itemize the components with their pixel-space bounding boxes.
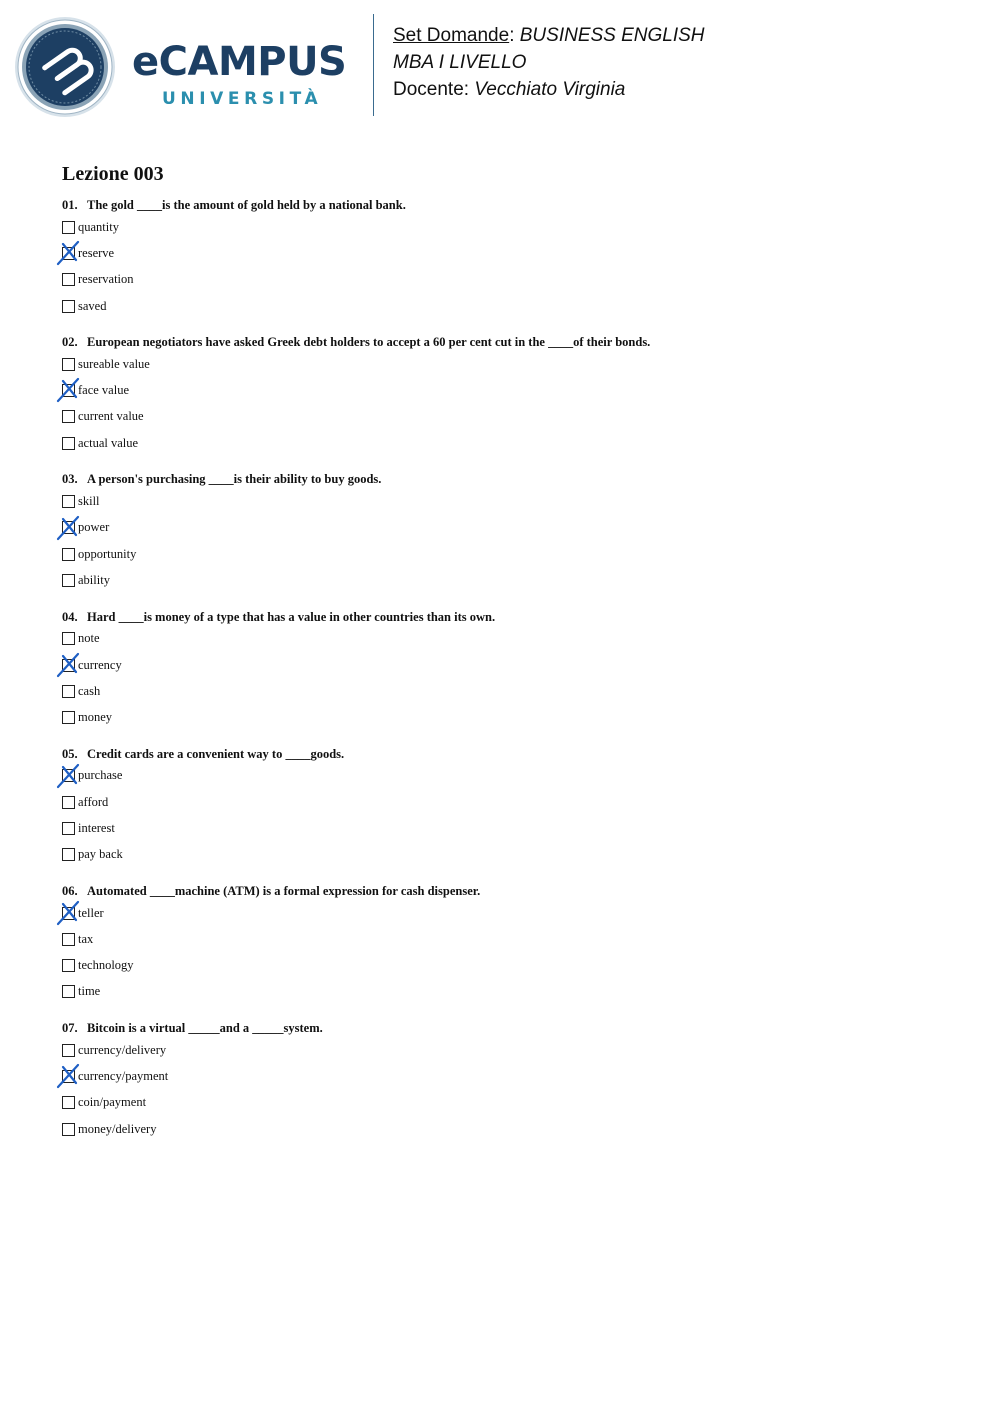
- teacher-label: Docente:: [393, 79, 470, 100]
- answer-option[interactable]: [62, 1063, 962, 1089]
- question-number: 07.: [62, 1021, 78, 1036]
- question-text: [62, 470, 962, 488]
- answer-checkbox[interactable]: [62, 659, 75, 672]
- answer-option[interactable]: [62, 293, 962, 319]
- answer-option[interactable]: [62, 1116, 962, 1142]
- answer-option[interactable]: [62, 815, 962, 841]
- answer-label: money/delivery: [78, 1121, 157, 1136]
- set-line: Set Domande: BUSINESS ENGLISH: [393, 25, 705, 46]
- answer-label: teller: [78, 905, 104, 920]
- answer-label: opportunity: [78, 546, 137, 561]
- answer-label: ability: [78, 572, 110, 587]
- question-list: [62, 196, 962, 1142]
- answer-label: time: [78, 984, 101, 999]
- answer-label: current value: [78, 409, 144, 424]
- university-seal-icon: [14, 16, 116, 118]
- header-divider: [373, 14, 374, 116]
- answer-checkbox[interactable]: [62, 632, 75, 645]
- answer-label: power: [78, 520, 110, 535]
- question-2: [62, 333, 962, 456]
- answer-checkbox[interactable]: [62, 495, 75, 508]
- answer-checkbox[interactable]: [62, 548, 75, 561]
- answer-checkbox[interactable]: [62, 574, 75, 587]
- question-prompt: European negotiators have asked Greek debt holders to accept a 60 per cent cut in the ____of their bonds.: [87, 335, 651, 350]
- question-number: 04.: [62, 609, 78, 624]
- answer-option[interactable]: [62, 404, 962, 430]
- brand-wordmark: [132, 38, 372, 118]
- answer-option[interactable]: [62, 789, 962, 815]
- question-number: 03.: [62, 472, 78, 487]
- answer-option[interactable]: [62, 678, 962, 704]
- answer-option[interactable]: [62, 979, 962, 1005]
- answer-checkbox[interactable]: [62, 1123, 75, 1136]
- answer-option[interactable]: [62, 842, 962, 868]
- answer-label: technology: [78, 958, 134, 973]
- answer-checkbox[interactable]: [62, 685, 75, 698]
- answer-option[interactable]: [62, 488, 962, 514]
- question-text: [62, 196, 962, 214]
- answer-label: pay back: [78, 847, 123, 862]
- answer-option[interactable]: [62, 900, 962, 926]
- answer-label: sureable value: [78, 356, 150, 371]
- question-number: 05.: [62, 746, 78, 761]
- answer-checkbox[interactable]: [62, 437, 75, 450]
- answer-checkbox[interactable]: [62, 1070, 75, 1083]
- answer-checkbox[interactable]: [62, 410, 75, 423]
- answer-checkbox[interactable]: [62, 848, 75, 861]
- answer-label: actual value: [78, 435, 139, 450]
- answer-label: currency/delivery: [78, 1042, 167, 1057]
- quiz-content: [62, 160, 962, 1142]
- answer-label: tax: [78, 931, 94, 946]
- answer-option[interactable]: [62, 515, 962, 541]
- answer-option[interactable]: [62, 377, 962, 403]
- answer-option[interactable]: [62, 926, 962, 952]
- answer-checkbox[interactable]: [62, 985, 75, 998]
- answer-label: purchase: [78, 768, 123, 783]
- answer-label: currency: [78, 657, 122, 672]
- set-label: Set Domande: [393, 25, 510, 46]
- answer-option[interactable]: [62, 430, 962, 456]
- question-number: 02.: [62, 335, 78, 350]
- teacher-line: [393, 76, 705, 103]
- answer-option[interactable]: [62, 567, 962, 593]
- lesson-title: Lezione 003: [62, 163, 164, 185]
- question-prompt: Credit cards are a convenient way to ____goods.: [87, 746, 345, 761]
- question-6: [62, 882, 962, 1005]
- answer-option[interactable]: [62, 763, 962, 789]
- teacher-name: Vecchiato Virginia: [474, 79, 626, 100]
- answer-option[interactable]: [62, 351, 962, 377]
- answer-checkbox[interactable]: [62, 907, 75, 920]
- answer-label: quantity: [78, 219, 119, 234]
- answer-option[interactable]: [62, 541, 962, 567]
- answer-label: currency/payment: [78, 1069, 169, 1084]
- answer-checkbox[interactable]: [62, 1044, 75, 1057]
- ecampus-logo: [14, 14, 374, 118]
- document-header: [0, 0, 1000, 130]
- answer-label: reservation: [78, 272, 134, 287]
- answer-label: skill: [78, 494, 100, 509]
- course-line: MBA I LIVELLO: [393, 52, 527, 73]
- answer-checkbox[interactable]: [62, 300, 75, 313]
- answer-checkbox[interactable]: [62, 1096, 75, 1109]
- question-prompt: The gold ____is the amount of gold held by a national bank.: [87, 198, 406, 212]
- answer-checkbox[interactable]: [62, 521, 75, 534]
- question-prompt: Bitcoin is a virtual _____and a _____system.: [87, 1021, 323, 1036]
- question-7: [62, 1019, 962, 1142]
- question-5: [62, 745, 962, 868]
- answer-option[interactable]: [62, 214, 962, 240]
- answer-option[interactable]: [62, 704, 962, 730]
- question-number: 06.: [62, 883, 78, 898]
- answer-checkbox[interactable]: [62, 959, 75, 972]
- question-prompt: Automated ____machine (ATM) is a formal expression for cash dispenser.: [87, 883, 481, 898]
- question-text: [62, 1019, 962, 1037]
- set-info: [393, 22, 705, 103]
- answer-checkbox[interactable]: [62, 221, 75, 234]
- answer-option[interactable]: [62, 626, 962, 652]
- answer-checkbox[interactable]: [62, 247, 75, 260]
- brand-name: eCAMPUS: [132, 39, 347, 85]
- question-number: 01.: [62, 198, 78, 212]
- answer-checkbox[interactable]: [62, 796, 75, 809]
- answer-checkbox[interactable]: [62, 769, 75, 782]
- question-3: [62, 470, 962, 593]
- answer-label: cash: [78, 683, 101, 698]
- answer-option[interactable]: [62, 267, 962, 293]
- answer-option[interactable]: [62, 1090, 962, 1116]
- answer-label: face value: [78, 383, 130, 398]
- answer-checkbox[interactable]: [62, 273, 75, 286]
- answer-label: afford: [78, 794, 109, 809]
- answer-option[interactable]: [62, 953, 962, 979]
- answer-checkbox[interactable]: [62, 711, 75, 724]
- set-value: BUSINESS ENGLISH: [519, 25, 705, 46]
- answer-checkbox[interactable]: [62, 822, 75, 835]
- answer-option[interactable]: [62, 652, 962, 678]
- question-1: [62, 196, 962, 319]
- answer-label: reserve: [78, 245, 115, 260]
- question-prompt: A person's purchasing ____is their ability to buy goods.: [87, 472, 382, 487]
- answer-label: coin/payment: [78, 1095, 147, 1110]
- answer-checkbox[interactable]: [62, 384, 75, 397]
- question-text: [62, 882, 962, 900]
- question-prompt: Hard ____is money of a type that has a value in other countries than its own.: [87, 609, 496, 624]
- answer-checkbox[interactable]: [62, 358, 75, 371]
- answer-label: saved: [78, 298, 107, 313]
- answer-option[interactable]: [62, 240, 962, 266]
- question-4: [62, 608, 962, 731]
- answer-label: money: [78, 710, 113, 725]
- answer-label: interest: [78, 820, 115, 835]
- answer-checkbox[interactable]: [62, 933, 75, 946]
- question-text: [62, 333, 962, 351]
- answer-option[interactable]: [62, 1037, 962, 1063]
- question-text: [62, 608, 962, 626]
- question-text: [62, 745, 962, 763]
- brand-subtitle: UNIVERSITÀ: [162, 89, 323, 109]
- answer-label: note: [78, 631, 100, 646]
